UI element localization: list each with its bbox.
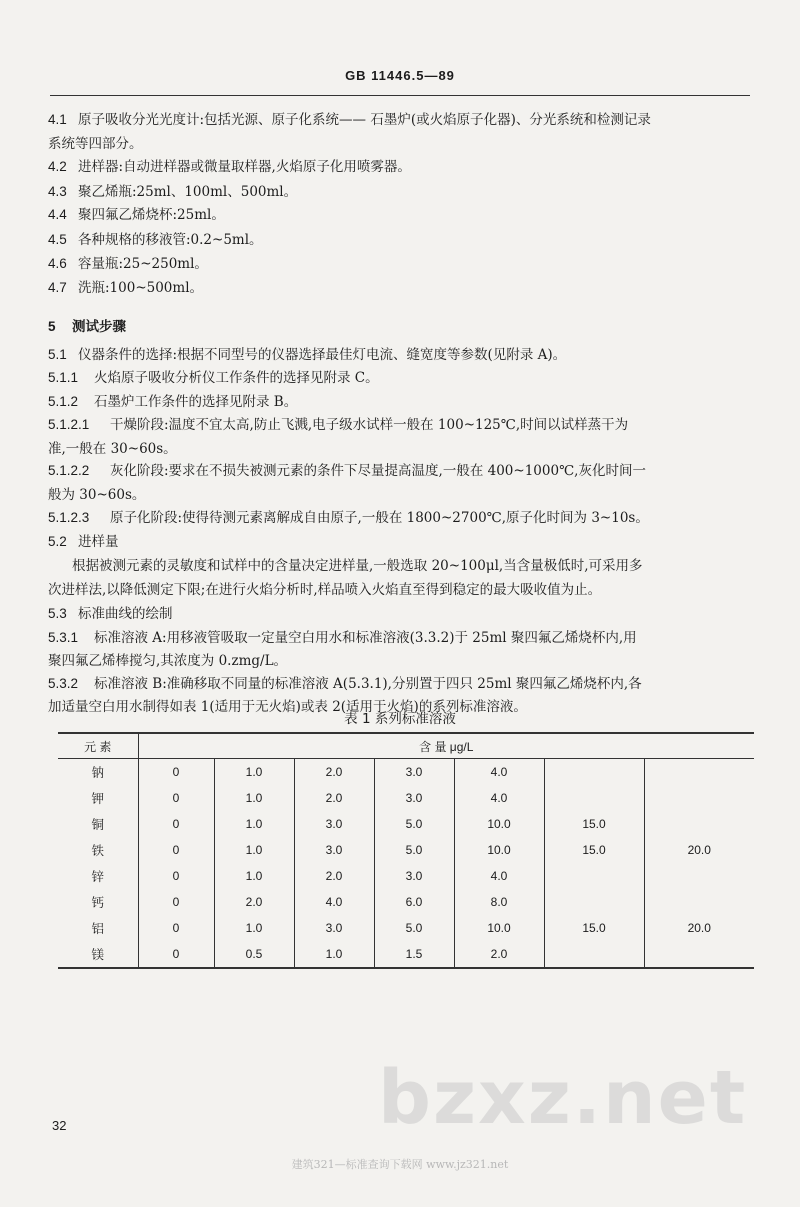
body-line bbox=[48, 111, 758, 129]
body-line bbox=[48, 318, 758, 336]
header-rule bbox=[50, 95, 750, 96]
value-cell: 2.0 bbox=[214, 889, 294, 915]
page-number: 32 bbox=[52, 1118, 67, 1133]
body-line bbox=[48, 533, 758, 551]
body-line bbox=[48, 231, 758, 249]
line-text: 石墨炉工作条件的选择见附录 B。 bbox=[94, 394, 298, 410]
value-cell: 20.0 bbox=[644, 837, 754, 863]
value-cell: 15.0 bbox=[544, 837, 644, 863]
value-cell: 5.0 bbox=[374, 837, 454, 863]
value-cell: 5.0 bbox=[374, 811, 454, 837]
value-cell: 15.0 bbox=[544, 915, 644, 941]
value-cell: 1.0 bbox=[214, 811, 294, 837]
value-cell bbox=[644, 759, 754, 786]
section-number: 5.1 bbox=[48, 347, 67, 362]
value-cell: 1.0 bbox=[214, 759, 294, 786]
value-cell: 1.5 bbox=[374, 941, 454, 968]
value-cell: 2.0 bbox=[294, 863, 374, 889]
element-cell: 铁 bbox=[58, 837, 138, 863]
value-cell: 1.0 bbox=[294, 941, 374, 968]
value-cell bbox=[544, 889, 644, 915]
value-cell: 20.0 bbox=[644, 915, 754, 941]
body-line bbox=[48, 509, 758, 527]
line-text: 进样器:自动进样器或微量取样器,火焰原子化用喷雾器。 bbox=[78, 159, 411, 175]
value-cell: 2.0 bbox=[294, 785, 374, 811]
section-number: 4.1 bbox=[48, 112, 67, 127]
value-cell: 0 bbox=[138, 863, 214, 889]
value-cell: 15.0 bbox=[544, 811, 644, 837]
section-number: 4.7 bbox=[48, 280, 67, 295]
value-cell: 0 bbox=[138, 889, 214, 915]
table-row bbox=[58, 889, 754, 915]
section-number: 5.3.1 bbox=[48, 630, 79, 645]
section-number: 5.1.2.2 bbox=[48, 463, 90, 478]
value-cell: 6.0 bbox=[374, 889, 454, 915]
section-number: 5 bbox=[48, 319, 56, 334]
value-cell bbox=[644, 889, 754, 915]
line-text: 般为 30~60s。 bbox=[48, 487, 146, 503]
line-text: 准,一般在 30~60s。 bbox=[48, 441, 177, 457]
line-text: 容量瓶:25~250ml。 bbox=[78, 256, 208, 272]
section-number: 5.1.2.3 bbox=[48, 510, 90, 525]
value-cell: 0 bbox=[138, 811, 214, 837]
section-number: 4.2 bbox=[48, 159, 67, 174]
series-standard-table bbox=[58, 732, 754, 969]
body-line bbox=[48, 629, 758, 647]
table-row bbox=[58, 941, 754, 968]
value-cell: 3.0 bbox=[294, 811, 374, 837]
value-cell: 4.0 bbox=[454, 759, 544, 786]
body-line bbox=[48, 346, 758, 364]
element-cell: 铜 bbox=[58, 811, 138, 837]
body-line bbox=[48, 279, 758, 297]
value-cell: 10.0 bbox=[454, 915, 544, 941]
body-line bbox=[48, 605, 758, 623]
body-line bbox=[48, 416, 758, 434]
line-text: 进样量 bbox=[78, 534, 119, 550]
line-text: 聚乙烯瓶:25ml、100ml、500ml。 bbox=[78, 184, 298, 200]
body-line bbox=[48, 440, 758, 458]
section-number: 5.2 bbox=[48, 534, 67, 549]
value-cell: 0 bbox=[138, 785, 214, 811]
value-cell: 4.0 bbox=[294, 889, 374, 915]
body-line bbox=[48, 206, 758, 224]
element-cell: 铝 bbox=[58, 915, 138, 941]
value-cell bbox=[544, 785, 644, 811]
line-text: 干燥阶段:温度不宜太高,防止飞溅,电子级水试样一般在 100~125℃,时间以试样蒸干为 bbox=[110, 417, 629, 433]
value-cell: 3.0 bbox=[294, 915, 374, 941]
value-cell: 0.5 bbox=[214, 941, 294, 968]
section-number: 5.1.1 bbox=[48, 370, 79, 385]
element-cell: 锌 bbox=[58, 863, 138, 889]
line-text: 标准溶液 A:用移液管吸取一定量空白用水和标准溶液(3.3.2)于 25ml 聚四氟乙烯烧杯内,用 bbox=[94, 630, 637, 646]
header-content: 含 量 μg/L bbox=[138, 733, 754, 759]
line-text: 测试步骤 bbox=[72, 319, 126, 335]
section-number: 5.3 bbox=[48, 606, 67, 621]
value-cell: 1.0 bbox=[214, 863, 294, 889]
value-cell: 2.0 bbox=[294, 759, 374, 786]
table-header-row bbox=[58, 733, 754, 759]
element-cell: 镁 bbox=[58, 941, 138, 968]
table-row bbox=[58, 863, 754, 889]
body-line bbox=[48, 675, 758, 693]
section-number: 4.6 bbox=[48, 256, 67, 271]
line-text: 洗瓶:100~500ml。 bbox=[78, 280, 204, 296]
line-text: 仪器条件的选择:根据不同型号的仪器选择最佳灯电流、缝宽度等参数(见附录 A)。 bbox=[78, 347, 567, 363]
value-cell: 3.0 bbox=[374, 785, 454, 811]
line-text: 标准曲线的绘制 bbox=[78, 606, 173, 622]
line-text: 次进样法,以降低测定下限;在进行火焰分析时,样品喷入火焰直至得到稳定的最大吸收值为止。 bbox=[48, 582, 602, 598]
value-cell: 1.0 bbox=[214, 837, 294, 863]
value-cell: 10.0 bbox=[454, 837, 544, 863]
section-number: 5.3.2 bbox=[48, 676, 79, 691]
line-text: 聚四氟乙烯棒搅匀,其浓度为 0.zmg/L。 bbox=[48, 653, 288, 669]
header-element: 元 素 bbox=[58, 733, 138, 759]
line-text: 原子吸收分光光度计:包括光源、原子化系统—— 石墨炉(或火焰原子化器)、分光系统和检测记录 bbox=[78, 112, 651, 128]
element-cell: 钾 bbox=[58, 785, 138, 811]
section-number: 4.5 bbox=[48, 232, 67, 247]
line-text: 原子化阶段:使得待测元素离解成自由原子,一般在 1800~2700℃,原子化时间为 3~10s。 bbox=[110, 510, 649, 526]
section-number: 4.4 bbox=[48, 207, 67, 222]
line-text: 加适量空白用水制得如表 1(适用于无火焰)或表 2(适用于火焰)的系列标准溶液。 bbox=[48, 699, 527, 715]
table-row bbox=[58, 915, 754, 941]
value-cell: 3.0 bbox=[374, 759, 454, 786]
value-cell: 4.0 bbox=[454, 785, 544, 811]
table-row bbox=[58, 811, 754, 837]
table-caption: 表 1 系列标准溶液 bbox=[344, 711, 456, 727]
value-cell: 3.0 bbox=[294, 837, 374, 863]
element-cell: 钠 bbox=[58, 759, 138, 786]
value-cell: 5.0 bbox=[374, 915, 454, 941]
body-line bbox=[48, 557, 758, 575]
body-line bbox=[48, 581, 758, 599]
value-cell: 0 bbox=[138, 837, 214, 863]
value-cell bbox=[544, 759, 644, 786]
value-cell: 0 bbox=[138, 941, 214, 968]
line-text: 灰化阶段:要求在不损失被测元素的条件下尽量提高温度,一般在 400~1000℃,灰化时间一 bbox=[110, 463, 646, 479]
section-number: 5.1.2.1 bbox=[48, 417, 90, 432]
value-cell bbox=[644, 811, 754, 837]
value-cell: 0 bbox=[138, 915, 214, 941]
value-cell: 4.0 bbox=[454, 863, 544, 889]
value-cell: 0 bbox=[138, 759, 214, 786]
body-line bbox=[48, 393, 758, 411]
table-row bbox=[58, 837, 754, 863]
body-line bbox=[48, 369, 758, 387]
value-cell bbox=[544, 863, 644, 889]
body-line bbox=[48, 183, 758, 201]
element-cell: 钙 bbox=[58, 889, 138, 915]
body-line bbox=[48, 652, 758, 670]
value-cell: 3.0 bbox=[374, 863, 454, 889]
body-line bbox=[48, 135, 758, 153]
section-number: 5.1.2 bbox=[48, 394, 79, 409]
value-cell: 8.0 bbox=[454, 889, 544, 915]
line-text: 各种规格的移液管:0.2~5ml。 bbox=[78, 232, 263, 248]
value-cell bbox=[644, 941, 754, 968]
section-number: 4.3 bbox=[48, 184, 67, 199]
body-line bbox=[48, 158, 758, 176]
watermark: bzxz.net bbox=[378, 1055, 748, 1141]
line-text: 系统等四部分。 bbox=[48, 136, 143, 152]
value-cell bbox=[644, 863, 754, 889]
value-cell: 10.0 bbox=[454, 811, 544, 837]
table-row bbox=[58, 759, 754, 786]
body-line bbox=[48, 462, 758, 480]
line-text: 根据被测元素的灵敏度和试样中的含量决定进样量,一般选取 20~100μl,当含量极低时,可采用多 bbox=[72, 558, 643, 574]
body-line bbox=[48, 255, 758, 273]
line-text: 聚四氟乙烯烧杯:25ml。 bbox=[78, 207, 225, 223]
body-line bbox=[48, 486, 758, 504]
value-cell: 2.0 bbox=[454, 941, 544, 968]
value-cell bbox=[544, 941, 644, 968]
standard-code: GB 11446.5—89 bbox=[345, 68, 455, 83]
footer-site-text: 建筑321—标准查询下载网 www.jz321.net bbox=[291, 1158, 509, 1171]
value-cell: 1.0 bbox=[214, 915, 294, 941]
line-text: 火焰原子吸收分析仪工作条件的选择见附录 C。 bbox=[94, 370, 379, 386]
value-cell bbox=[644, 785, 754, 811]
value-cell: 1.0 bbox=[214, 785, 294, 811]
table-row bbox=[58, 785, 754, 811]
line-text: 标准溶液 B:准确移取不同量的标准溶液 A(5.3.1),分别置于四只 25ml 聚四氟乙烯烧杯内,各 bbox=[94, 676, 642, 692]
